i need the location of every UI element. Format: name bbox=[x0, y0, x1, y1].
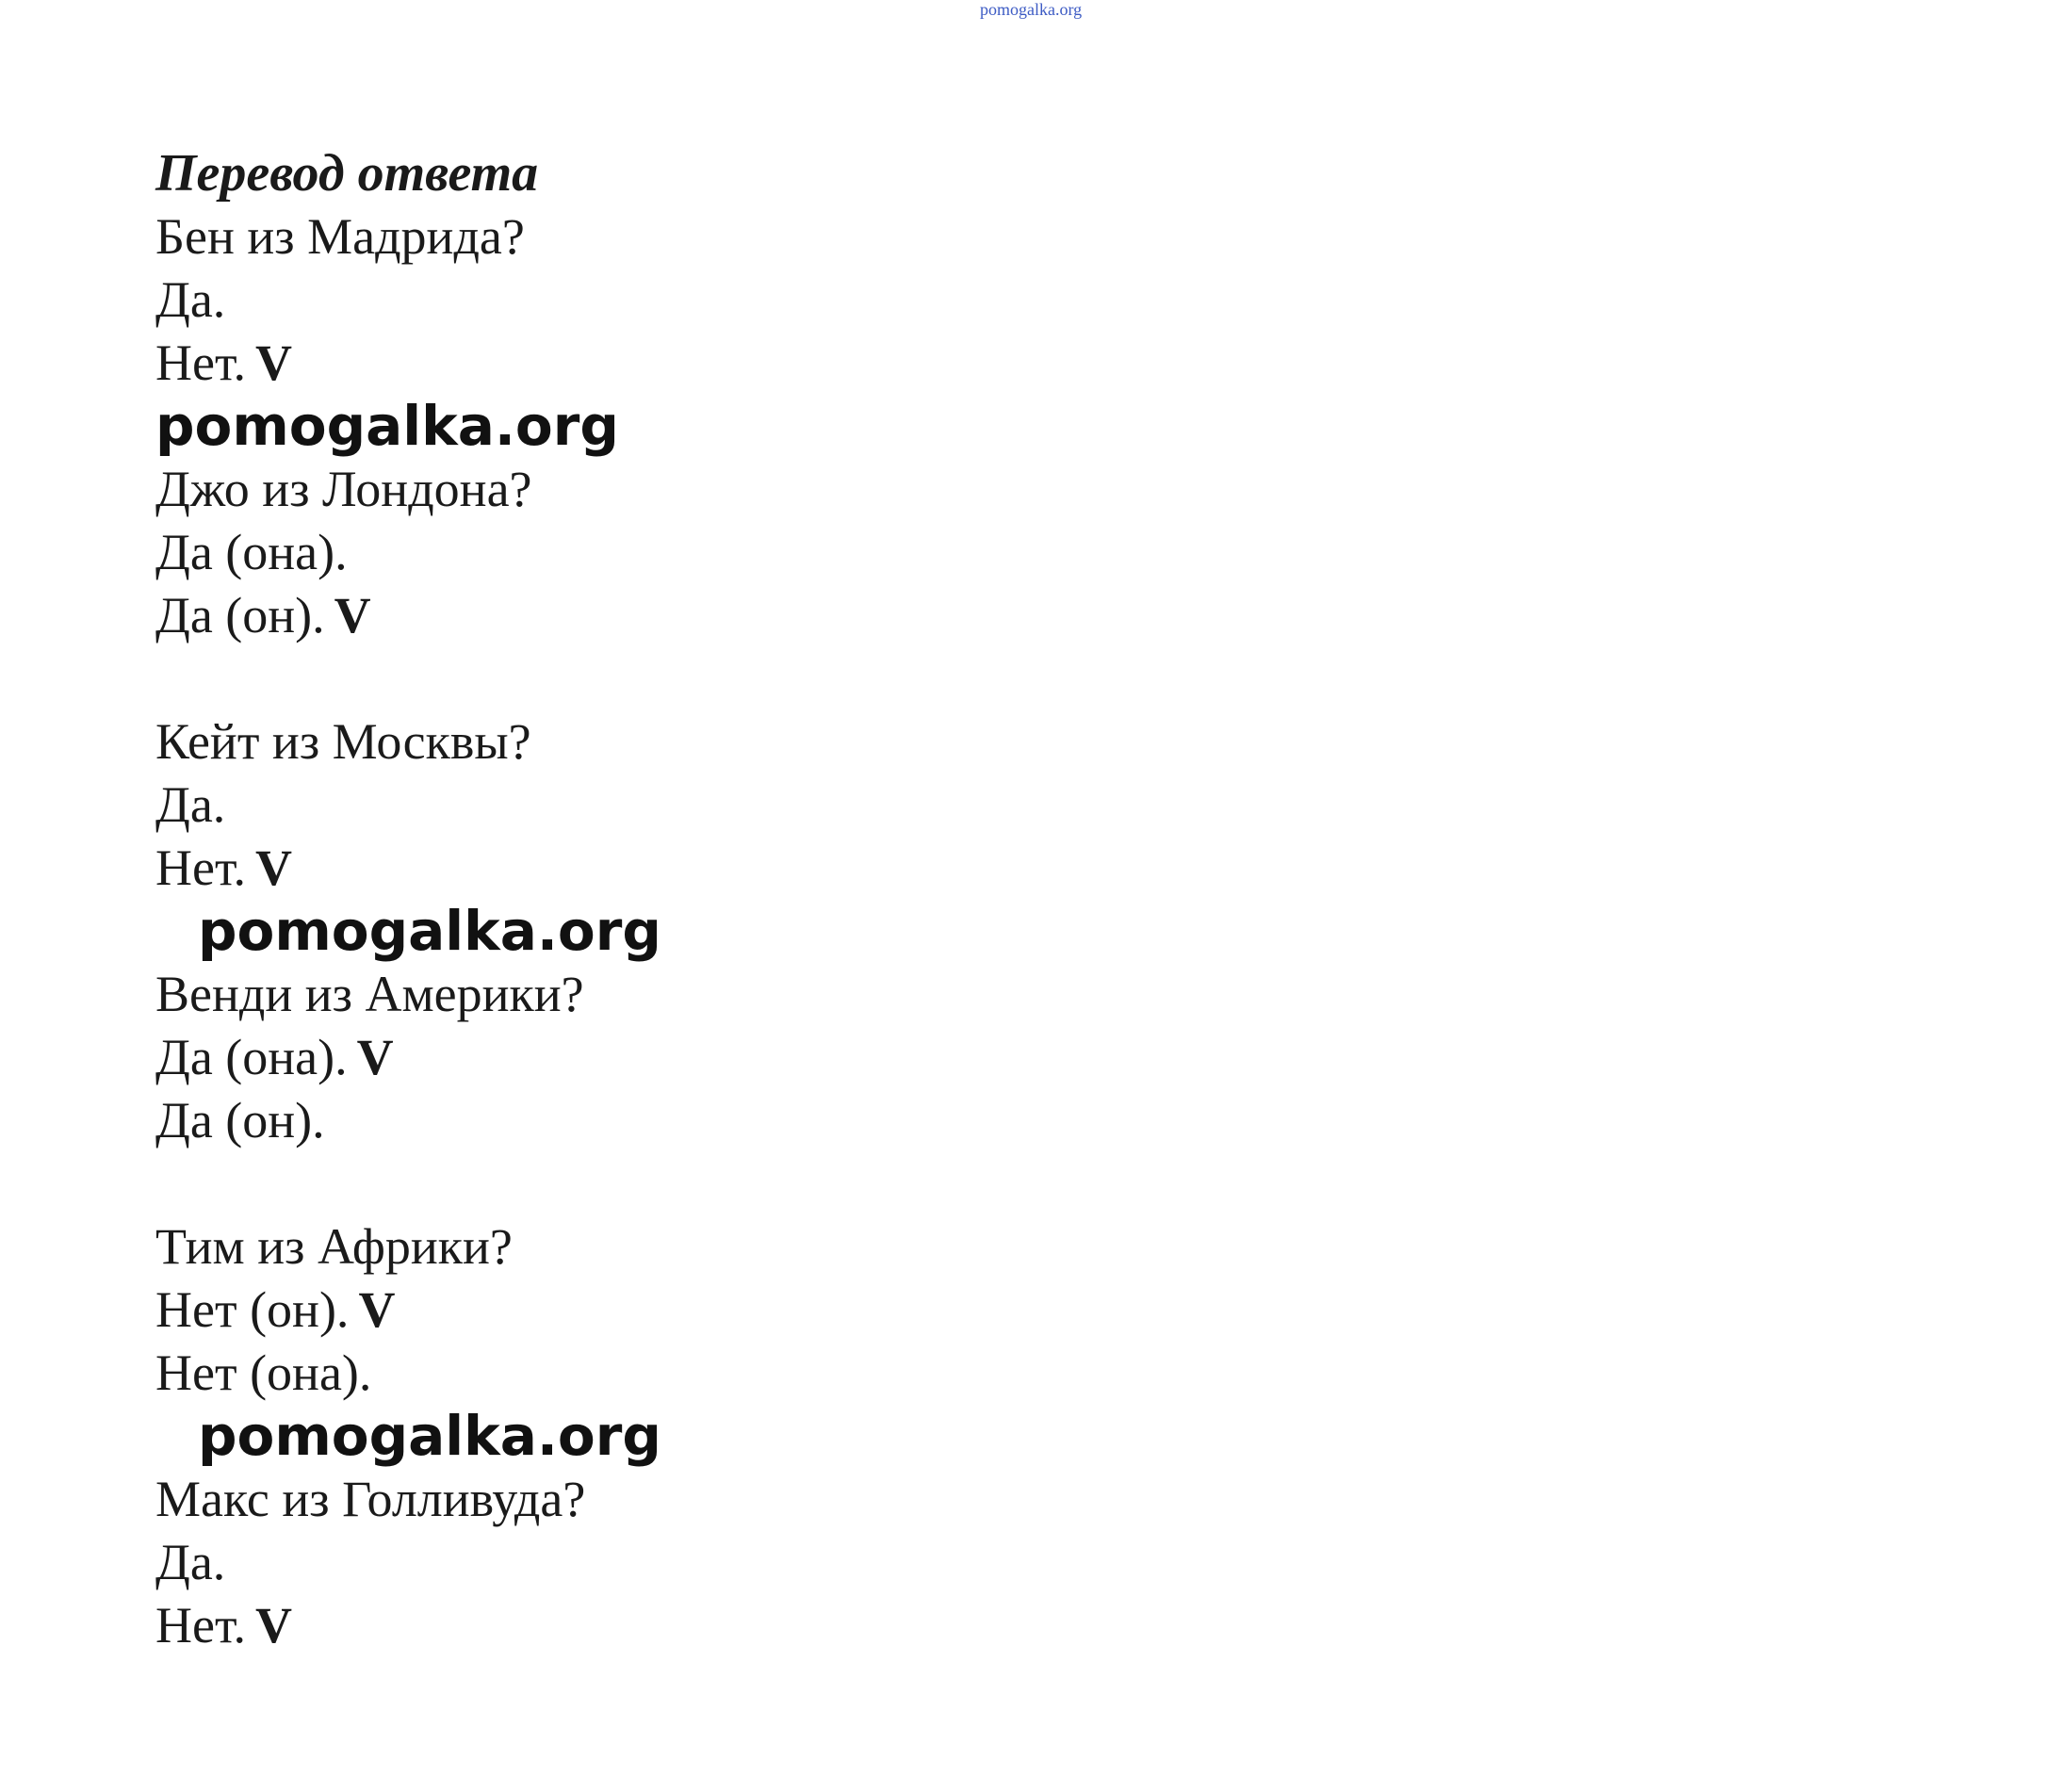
question-4: Венди из Америки? bbox=[155, 966, 584, 1022]
question-2: Джо из Лондона? bbox=[155, 461, 532, 517]
answer-6b: Нет. V bbox=[155, 1597, 293, 1654]
check-mark: V bbox=[356, 1029, 394, 1085]
answer-1a: Да. bbox=[155, 271, 226, 328]
check-mark: V bbox=[255, 839, 293, 896]
check-mark: V bbox=[358, 1281, 396, 1338]
answer-4a: Да (она). V bbox=[155, 1029, 394, 1085]
check-mark: V bbox=[334, 587, 371, 643]
question-6: Макс из Голливуда? bbox=[155, 1471, 586, 1527]
question-1: Бен из Мадрида? bbox=[155, 208, 525, 265]
spacer bbox=[155, 1152, 1286, 1215]
answer-2b: Да (он). V bbox=[155, 587, 371, 643]
answer-5b: Нет (она). bbox=[155, 1344, 372, 1401]
answer-3a: Да. bbox=[155, 776, 226, 833]
page-title: Перевод ответа bbox=[155, 144, 539, 203]
watermark: pomogalka.org bbox=[198, 1404, 661, 1468]
answer-1b: Нет. V bbox=[155, 334, 293, 391]
answer-2a: Да (она). bbox=[155, 524, 348, 580]
question-3: Кейт из Москвы? bbox=[155, 713, 531, 770]
answer-6a: Да. bbox=[155, 1534, 226, 1590]
check-mark: V bbox=[255, 334, 293, 391]
check-mark: V bbox=[255, 1597, 293, 1654]
site-link[interactable]: pomogalka.org bbox=[980, 0, 1083, 19]
document-body bbox=[155, 141, 1286, 1657]
answer-4b: Да (он). bbox=[155, 1092, 325, 1149]
answer-3b: Нет. V bbox=[155, 839, 293, 896]
watermark: pomogalka.org bbox=[198, 899, 661, 963]
question-5: Тим из Африки? bbox=[155, 1218, 513, 1275]
answer-5a: Нет (он). V bbox=[155, 1281, 396, 1338]
spacer bbox=[155, 647, 1286, 710]
watermark: pomogalka.org bbox=[155, 394, 619, 458]
